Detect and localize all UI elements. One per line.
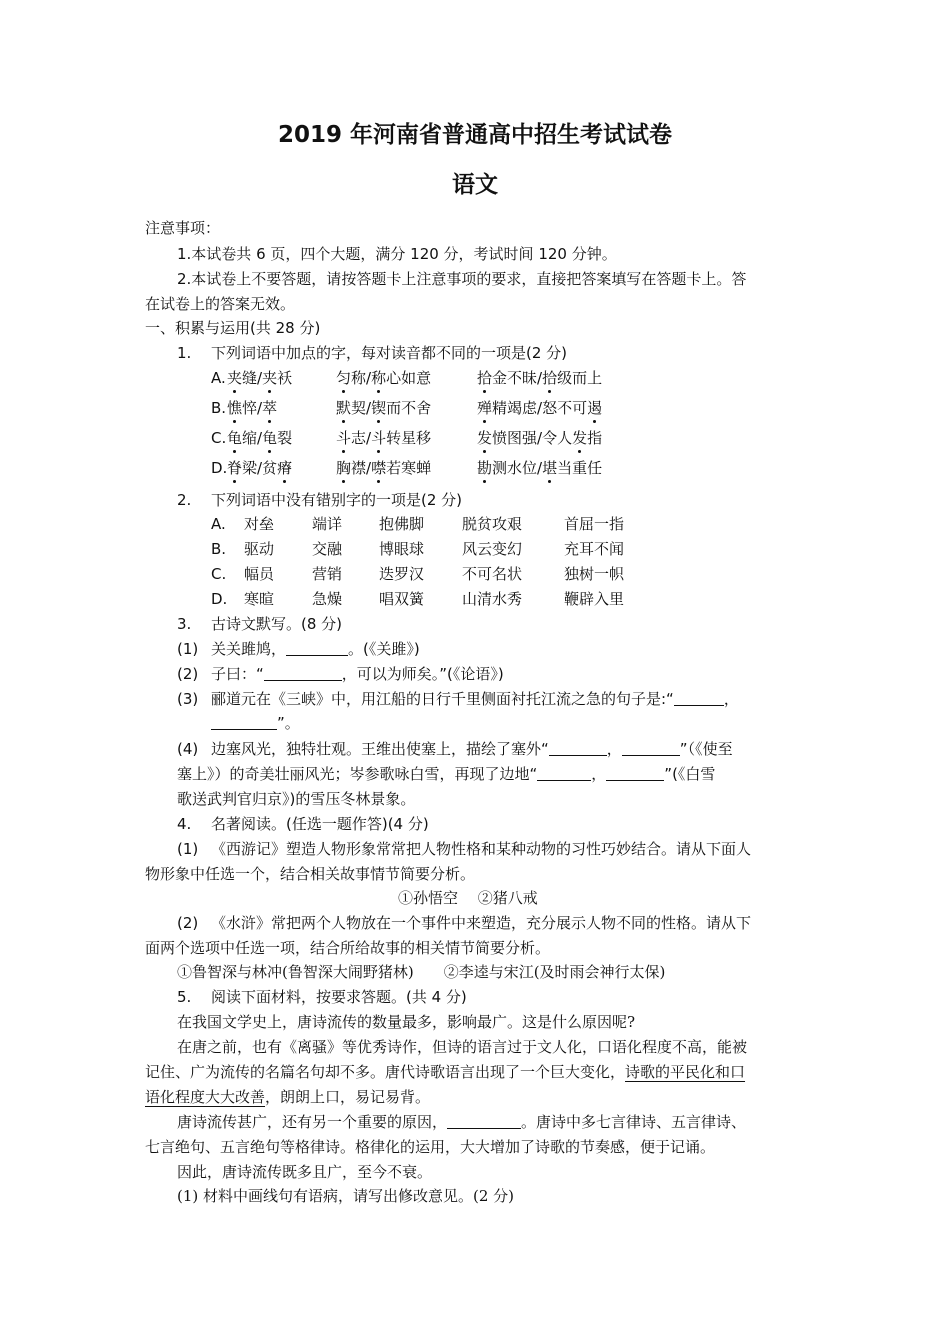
word-text: 缝/	[242, 369, 263, 387]
q4-part-2-number: (2)	[177, 914, 199, 932]
word-text: 悴/	[242, 399, 263, 417]
q1-word-pair	[336, 428, 431, 448]
word-text: 志/	[351, 429, 372, 447]
q5-material-para-3-line-2: 七言绝句、五言绝句等格律诗。格律化的运用，大大增加了诗歌的节奏感，便于记诵。	[145, 1138, 716, 1156]
q5-para-2-text: 记住、广为流传的名篇名句却不多。唐代诗歌语言出现了一个巨大变化，	[145, 1063, 626, 1081]
q1-word-pair	[227, 458, 292, 478]
q1-word-pair	[477, 398, 602, 418]
q2-option-word: 幅员	[244, 565, 275, 583]
dotted-character: 萃	[262, 399, 278, 417]
dotted-character: 发	[572, 429, 588, 447]
word-text: 契/	[351, 399, 372, 417]
q5-material-para-3-line-1	[177, 1112, 746, 1132]
q1-word-pair	[227, 428, 292, 448]
q2-option-b	[0, 539, 950, 561]
dotted-character: 胸	[336, 459, 352, 477]
q2-option-word: 迭罗汉	[379, 565, 425, 583]
word-text: 愤图强/令人	[492, 429, 573, 447]
q1-word-pair	[336, 368, 431, 388]
q5-underlined-sentence-part-1: 诗歌的平民化和口	[625, 1063, 746, 1081]
q3-part-3-line-2	[211, 713, 300, 733]
dotted-character: 遏	[587, 399, 603, 417]
dotted-character: 称	[371, 369, 387, 387]
dotted-character: 脊	[227, 459, 243, 477]
q1-option-d	[0, 458, 950, 480]
q3-part-1-blank	[286, 640, 348, 656]
q1-option-label: D.	[211, 459, 228, 477]
q2-option-label: C.	[211, 565, 227, 583]
q1-word-pair	[227, 398, 277, 418]
q3-part-3-text-b: ，	[723, 690, 739, 708]
q2-option-word: 寒暄	[244, 590, 275, 608]
q2-option-d	[0, 589, 950, 611]
q1-option-label: B.	[211, 399, 227, 417]
q3-part-2	[211, 664, 504, 684]
q1-option-b	[0, 398, 950, 420]
q1-number: 1.	[177, 344, 192, 362]
q3-part-4-line-3: 歌送武判官归京》)的雪压冬林景象。	[177, 790, 416, 808]
word-text: 当重任	[557, 459, 603, 477]
dotted-character: 龟	[262, 429, 278, 447]
q1-word-pair	[227, 368, 292, 388]
q2-option-word: 不可名状	[462, 565, 523, 583]
q4-part-1-choices: ①孙悟空 ②猪八戒	[398, 889, 538, 907]
dotted-character: 拾	[477, 369, 493, 387]
q3-part-4-blank-2	[622, 740, 680, 756]
q4-part-1-line-1: 《西游记》塑造人物形象常常把人物性格和某种动物的习性巧妙结合。请从下面人	[211, 840, 752, 858]
q2-option-word: 驱动	[244, 540, 275, 558]
q4-part-1-line-2: 物形象中任选一个，结合相关故事情节简要分析。	[145, 865, 476, 883]
notice-heading: 注意事项：	[145, 219, 221, 237]
q3-part-4-blank-3	[537, 765, 591, 781]
q2-option-word: 急燥	[312, 590, 343, 608]
q1-word-pair	[477, 428, 602, 448]
word-text: 而不舍	[386, 399, 432, 417]
q3-part-3-line-1	[211, 689, 739, 709]
word-text: 金不昧/	[492, 369, 543, 387]
q3-part-3-number: (3)	[177, 690, 199, 708]
dotted-character: 殚	[477, 399, 493, 417]
q5-number: 5.	[177, 988, 192, 1006]
q5-para-3-text-b: 。唐诗中多七言律诗、五言律诗、	[521, 1113, 747, 1131]
q4-part-2-choices: ①鲁智深与林冲(鲁智深大闹野猪林) ②李逵与宋江(及时雨会神行太保)	[177, 963, 666, 981]
q3-part-4-text-c: ”（《使至	[679, 740, 733, 758]
q1-word-pair	[477, 368, 602, 388]
q2-option-word: 首屈一指	[564, 515, 625, 533]
q2-option-word: 唱双簧	[379, 590, 425, 608]
q2-option-word: 脱贫攻艰	[462, 515, 523, 533]
dotted-character: 龟	[227, 429, 243, 447]
notice-item-2-line-2: 在试卷上的答案无效。	[145, 295, 296, 313]
word-text: 裂	[277, 429, 293, 447]
q3-part-1-text-b: 。(《关雎》)	[348, 640, 420, 658]
q2-option-label: D.	[211, 590, 228, 608]
exam-title: 2019 年河南省普通高中招生考试试卷	[277, 122, 673, 148]
q2-number: 2.	[177, 491, 192, 509]
q3-number: 3.	[177, 615, 192, 633]
dotted-character: 锲	[371, 399, 387, 417]
q4-part-2-line-1: 《水浒》常把两个人物放在一个事件中来塑造，充分展示人物不同的性格。请从下	[211, 914, 752, 932]
q1-option-c	[0, 428, 950, 450]
dotted-character: 夹	[262, 369, 278, 387]
q3-part-3-blank-2	[211, 714, 277, 730]
q3-part-2-blank	[264, 665, 342, 681]
q2-option-word: 对垒	[244, 515, 275, 533]
q2-option-word: 充耳不闻	[564, 540, 625, 558]
dotted-character: 堪	[542, 459, 558, 477]
q2-option-c	[0, 564, 950, 586]
q3-part-4-text-b: ，	[606, 740, 622, 758]
q2-option-word: 风云变幻	[462, 540, 523, 558]
q4-number: 4.	[177, 815, 192, 833]
word-text: 若寒蝉	[386, 459, 432, 477]
q4-part-2-line-2: 面两个选项中任选一项，结合所给故事的相关情节简要分析。	[145, 939, 551, 957]
q3-part-1-text-a: 关关雎鸠，	[211, 640, 287, 658]
q3-part-3-blank-1	[674, 690, 724, 706]
dotted-character: 夹	[227, 369, 243, 387]
q3-part-4-text-d: 塞上》）的奇美壮丽风光；岑参歌咏白雪，再现了边地“	[177, 765, 538, 783]
dotted-character: 斗	[371, 429, 387, 447]
q3-part-2-text-b: ，可以为师矣。”(《论语》)	[341, 665, 504, 683]
q5-para-3-blank	[447, 1113, 521, 1129]
q2-option-word: 独树一帜	[564, 565, 625, 583]
q1-word-pair	[477, 458, 602, 478]
q5-material-para-1: 在我国文学史上，唐诗流传的数量最多，影响最广。这是什么原因呢?	[177, 1013, 636, 1031]
notice-item-1: 1.本试卷共 6 页，四个大题，满分 120 分，考试时间 120 分钟。	[177, 245, 617, 263]
q3-part-4-line-1	[211, 739, 733, 759]
q3-part-3-text-c: ”。	[277, 714, 300, 732]
q3-stem: 古诗文默写。(8 分)	[211, 615, 343, 633]
q2-option-word: 交融	[312, 540, 343, 558]
dotted-character: 发	[477, 429, 493, 447]
notice-item-2-line-1: 2.本试卷上不要答题，请按答题卡上注意事项的要求，直接把答案填写在答题卡上。答	[177, 270, 747, 288]
q3-part-4-blank-1	[549, 740, 607, 756]
q1-stem: 下列词语中加点的字，每对读音都不同的一项是(2 分)	[211, 344, 568, 362]
q5-material-para-2-line-3	[145, 1087, 430, 1107]
q1-option-a	[0, 368, 950, 390]
q3-part-4-line-2	[177, 764, 715, 784]
word-text: 级而上	[557, 369, 603, 387]
q2-option-word: 博眼球	[379, 540, 425, 558]
word-text: 转星移	[386, 429, 432, 447]
q3-part-4-blank-4	[606, 765, 664, 781]
q3-part-4-text-f: ”(《白雪	[664, 765, 716, 783]
q5-stem: 阅读下面材料，按要求答题。(共 4 分)	[211, 988, 467, 1006]
word-text: 称/	[351, 369, 372, 387]
word-text: 测水位/	[492, 459, 543, 477]
q2-stem: 下列词语中没有错别字的一项是(2 分)	[211, 491, 463, 509]
q3-part-4-number: (4)	[177, 740, 199, 758]
q2-option-a	[0, 514, 950, 536]
dotted-character: 瘠	[277, 459, 293, 477]
q5-material-para-2-line-1: 在唐之前，也有《离骚》等优秀诗作，但诗的语言过于文人化，口语化程度不高，能被	[177, 1038, 748, 1056]
dotted-character: 勘	[477, 459, 493, 477]
q5-material-para-2-line-2	[145, 1062, 745, 1082]
q2-option-word: 营销	[312, 565, 343, 583]
dotted-character: 斗	[336, 429, 352, 447]
q3-part-3-text-a: 郦道元在《三峡》中，用江船的日行千里侧面衬托江流之急的句子是:“	[211, 690, 674, 708]
q5-underlined-sentence-part-2: 语化程度大大改善	[145, 1088, 266, 1106]
q2-option-word: 抱佛脚	[379, 515, 425, 533]
q1-option-label: A.	[211, 369, 226, 387]
q2-option-word: 山清水秀	[462, 590, 523, 608]
q3-part-1	[211, 639, 420, 659]
q1-word-pair	[336, 398, 431, 418]
q3-part-4-text-a: 边塞风光，独特壮观。王维出使塞上，描绘了塞外“	[211, 740, 549, 758]
dotted-character: 匀	[336, 369, 352, 387]
q4-part-1-number: (1)	[177, 840, 199, 858]
word-text: 袄	[277, 369, 293, 387]
q3-part-1-number: (1)	[177, 640, 199, 658]
q3-part-4-text-e: ，	[591, 765, 607, 783]
q1-word-pair	[336, 458, 431, 478]
dotted-character: 默	[336, 399, 352, 417]
word-text: 缩/	[242, 429, 263, 447]
q5-material-para-4: 因此，唐诗流传既多且广，至今不衰。	[177, 1163, 433, 1181]
q3-part-2-number: (2)	[177, 665, 199, 683]
q2-option-word: 鞭辟入里	[564, 590, 625, 608]
q5-para-3-text-a: 唐诗流传甚广，还有另一个重要的原因，	[177, 1113, 448, 1131]
q2-option-label: A.	[211, 515, 226, 533]
q4-stem: 名著阅读。(任选一题作答)(4 分)	[211, 815, 429, 833]
q5-sub-question-1: (1) 材料中画线句有语病，请写出修改意见。(2 分)	[177, 1187, 515, 1205]
word-text: 指	[587, 429, 603, 447]
word-text: 梁/贫	[242, 459, 278, 477]
section-1-heading: 一、积累与运用(共 28 分)	[145, 319, 321, 337]
dotted-character: 憔	[227, 399, 243, 417]
word-text: 襟/	[351, 459, 372, 477]
dotted-character: 噤	[371, 459, 387, 477]
dotted-character: 拾	[542, 369, 558, 387]
q1-option-label: C.	[211, 429, 227, 447]
q3-part-2-text-a: 子曰：“	[211, 665, 264, 683]
word-text: 精竭虑/怒不可	[492, 399, 588, 417]
q2-option-word: 端详	[312, 515, 343, 533]
word-text: 心如意	[386, 369, 432, 387]
exam-subject: 语文	[452, 172, 498, 198]
q5-para-2-text-end: ，朗朗上口，易记易背。	[265, 1088, 431, 1106]
q2-option-label: B.	[211, 540, 227, 558]
